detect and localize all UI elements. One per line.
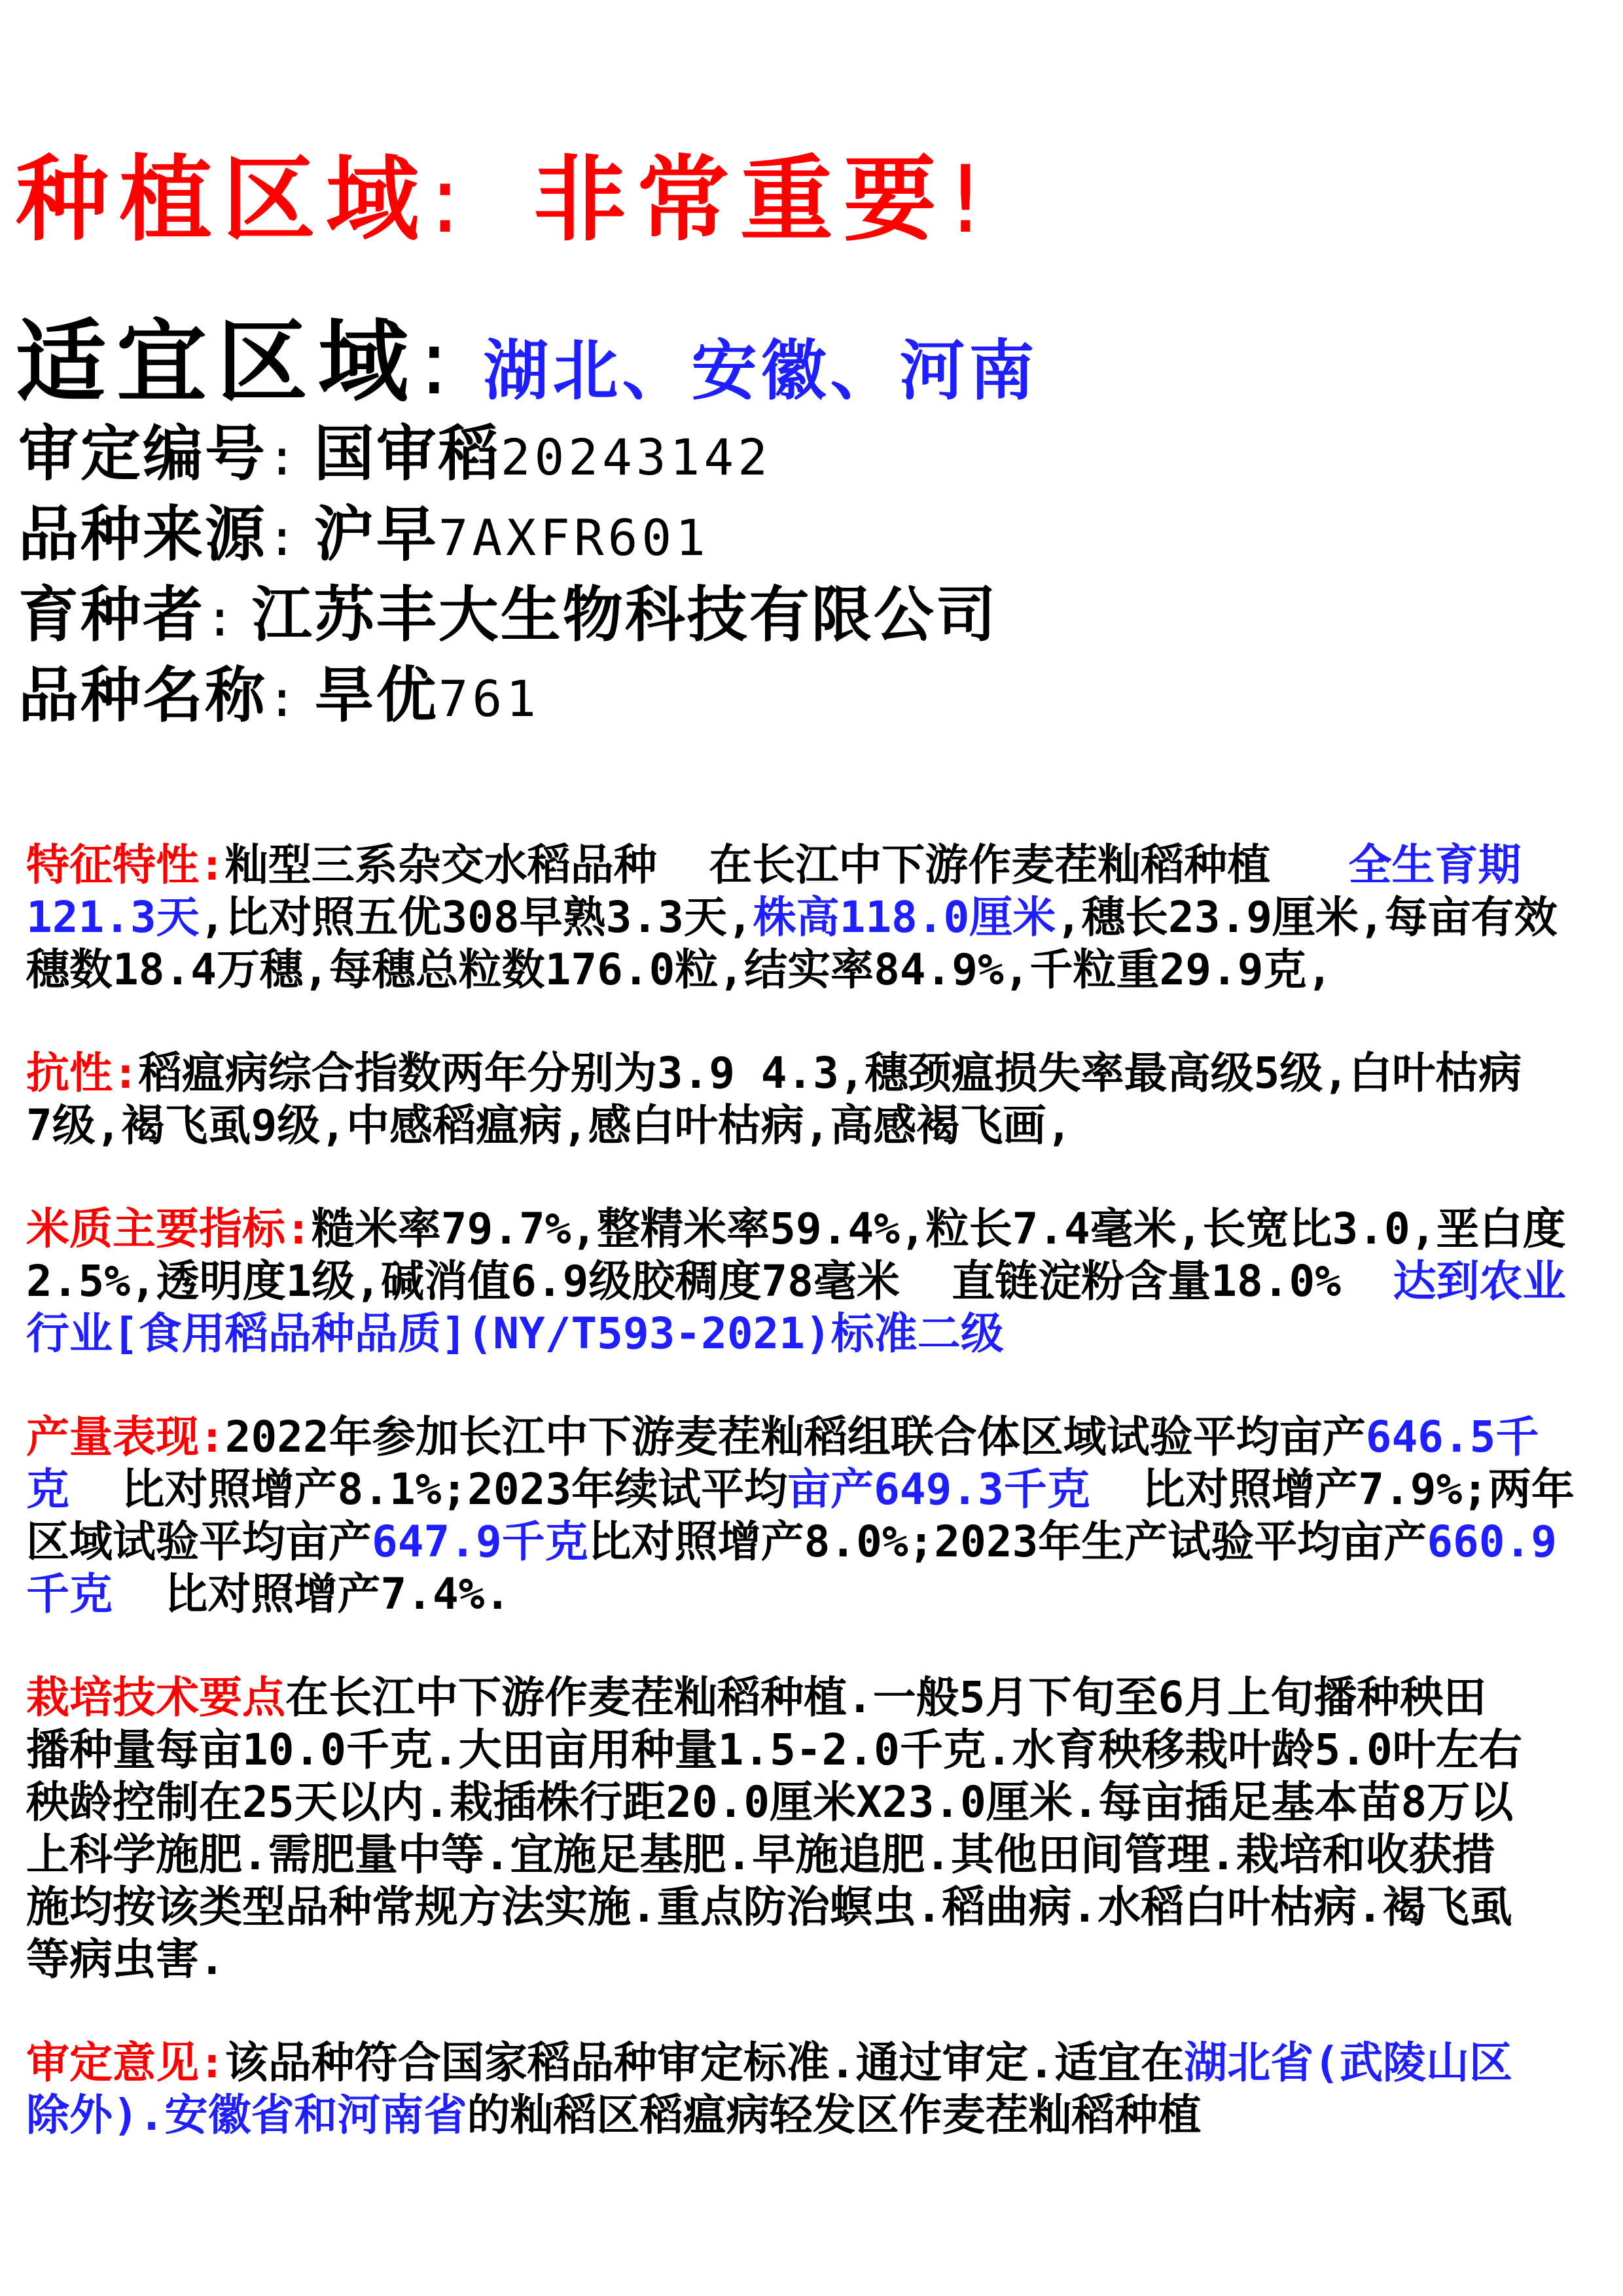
body-text: 在长江中下游作麦茬籼稻种植.一般5月下旬至6月上旬播种秧田 [285, 1672, 1487, 1723]
body-text: 比对照增产7.9%;两年 [1090, 1464, 1575, 1515]
highlight-text: 湖北省(武陵山区 [1184, 2037, 1512, 2088]
variety-source-label: 品种来源: [18, 499, 301, 569]
breeder-label: 育种者: [18, 580, 239, 650]
body-text: 2022年参加长江中下游麦茬籼稻组联合体区域试验平均亩产 [224, 1412, 1366, 1462]
section-line [26, 1829, 1610, 1881]
section-characteristics [26, 839, 1610, 996]
section-heading: 特征特性: [26, 840, 225, 890]
approval-number-value: 国审稻20243142 [313, 419, 772, 489]
latin-run: : [267, 670, 301, 728]
section-line [26, 2089, 1610, 2142]
breeder-row [18, 575, 998, 655]
section-line [26, 1776, 1610, 1829]
section-line [26, 1203, 1610, 1255]
section-line [26, 1881, 1610, 1933]
section-heading: 产量表现: [26, 1412, 225, 1462]
approval-number-row [18, 414, 998, 494]
body-text: ,穗长23.9厘米,每亩有效 [1056, 892, 1558, 942]
section-line [26, 944, 1610, 996]
section-line [26, 1255, 1610, 1308]
section-line [26, 1672, 1610, 1724]
section-line [26, 1411, 1610, 1463]
section-heading: 栽培技术要点 [26, 1672, 285, 1723]
detail-sections [26, 839, 1610, 2193]
section-line [26, 1308, 1610, 1360]
section-grain-quality [26, 1203, 1610, 1360]
highlight-text: 行业[食用稻品种品质](NY/T593-2021)标准二级 [26, 1308, 1004, 1359]
section-approval-opinion [26, 2037, 1610, 2142]
body-text: 籼型三系杂交水稻品种 在长江中下游作麦茬籼稻种植 [224, 840, 1349, 890]
section-heading: 抗性: [26, 1048, 139, 1098]
body-text: 上科学施肥.需肥量中等.宜施足基肥.早施追肥.其他田间管理.栽培和收获措 [26, 1829, 1495, 1880]
info-list [18, 414, 998, 736]
section-line [26, 1463, 1610, 1516]
body-text: 施均按该类型品种常规方法实施.重点防治螟虫.稻曲病.水稻白叶枯病.褐飞虱 [26, 1882, 1512, 1932]
body-text: ,比对照五优308早熟3.3天, [199, 892, 753, 942]
latin-run: : [205, 589, 239, 647]
latin-run: : [429, 146, 471, 254]
approval-number-label: 审定编号: [18, 419, 301, 489]
highlight-text: 除外).安徽省和河南省 [26, 2090, 467, 2140]
body-text: 2.5%,透明度1级,碱消值6.9级胶稠度78毫米 直链淀粉含量18.0% [26, 1256, 1393, 1306]
section-line [26, 1100, 1610, 1152]
highlight-text: 亩产649.3千克 [787, 1464, 1090, 1515]
body-text: 等病虫害. [26, 1934, 225, 1984]
highlight-text: 达到农业 [1393, 1256, 1566, 1306]
section-line [26, 891, 1610, 944]
latin-run: : [267, 428, 301, 486]
latin-run: ! [946, 146, 995, 254]
section-line [26, 839, 1610, 891]
latin-run: 7AXFR601 [438, 509, 709, 567]
variety-name-label: 品种名称: [18, 660, 301, 730]
section-heading: 审定意见: [26, 2037, 225, 2088]
section-resistance [26, 1047, 1610, 1152]
variety-source-row [18, 494, 998, 575]
highlight-text: 全生育期 [1348, 840, 1522, 890]
variety-name-row [18, 655, 998, 736]
highlight-text: 千克 [26, 1569, 113, 1619]
body-text: 区域试验平均亩产 [26, 1516, 372, 1567]
body-text: 稻瘟病综合指数两年分别为3.9 4.3,穗颈瘟损失率最高级5级,白叶枯病 [138, 1048, 1522, 1098]
latin-run: 20243142 [500, 428, 772, 486]
headline [16, 148, 995, 253]
highlight-text: 647.9千克 [372, 1516, 588, 1567]
highlight-text: 121.3天 [26, 892, 200, 942]
suitable-region [16, 310, 1039, 415]
section-line [26, 1516, 1610, 1568]
region-label: 适宜区域: [16, 310, 460, 415]
latin-run: : [267, 509, 301, 567]
body-text: 该品种符合国家稻品种审定标准.通过审定.适宜在 [224, 2037, 1185, 2088]
section-yield [26, 1411, 1610, 1621]
body-text: 的籼稻区稻瘟病轻发区作麦茬籼稻种植 [467, 2090, 1202, 2140]
highlight-text: 660.9 [1427, 1516, 1557, 1567]
section-line [26, 1568, 1610, 1621]
latin-run: 761 [438, 670, 541, 728]
latin-run: : [419, 310, 460, 415]
body-text: 7级,褐飞虱9级,中感稻瘟病,感白叶枯病,高感褐飞画, [26, 1100, 1073, 1151]
variety-source-value: 沪早7AXFR601 [313, 499, 709, 569]
section-heading: 米质主要指标: [26, 1204, 312, 1254]
section-line [26, 1047, 1610, 1100]
section-line [26, 2037, 1610, 2089]
body-text: 糙米率79.7%,整精米率59.4%,粒长7.4毫米,长宽比3.0,垩白度 [311, 1204, 1566, 1254]
body-text: 播种量每亩10.0千克.大田亩用种量1.5-2.0千克.水育秧移栽叶龄5.0叶左右 [26, 1725, 1522, 1775]
section-line [26, 1724, 1610, 1776]
body-text: 比对照增产8.0%;2023年生产试验平均亩产 [588, 1516, 1427, 1567]
region-value: 湖北、安徽、河南 [483, 332, 1039, 409]
variety-name-value: 旱优761 [313, 660, 541, 730]
section-cultivation [26, 1672, 1610, 1986]
body-text: 穗数18.4万穗,每穗总粒数176.0粒,结实率84.9%,千粒重29.9克, [26, 944, 1333, 995]
body-text: 秧龄控制在25天以内.栽插株行距20.0厘米X23.0厘米.每亩插足基本苗8万以 [26, 1777, 1514, 1827]
section-line [26, 1933, 1610, 1986]
breeder-value: 江苏丰大生物科技有限公司 [251, 580, 998, 650]
highlight-text: 克 [26, 1464, 69, 1515]
headline-emphasis: 非常重要! [533, 146, 995, 254]
highlight-text: 646.5千 [1365, 1412, 1539, 1462]
body-text: 比对照增产7.4%. [113, 1569, 511, 1619]
highlight-text: 株高118.0厘米 [753, 892, 1056, 942]
headline-label: 种植区域: [16, 146, 471, 254]
body-text: 比对照增产8.1%;2023年续试平均 [69, 1464, 788, 1515]
